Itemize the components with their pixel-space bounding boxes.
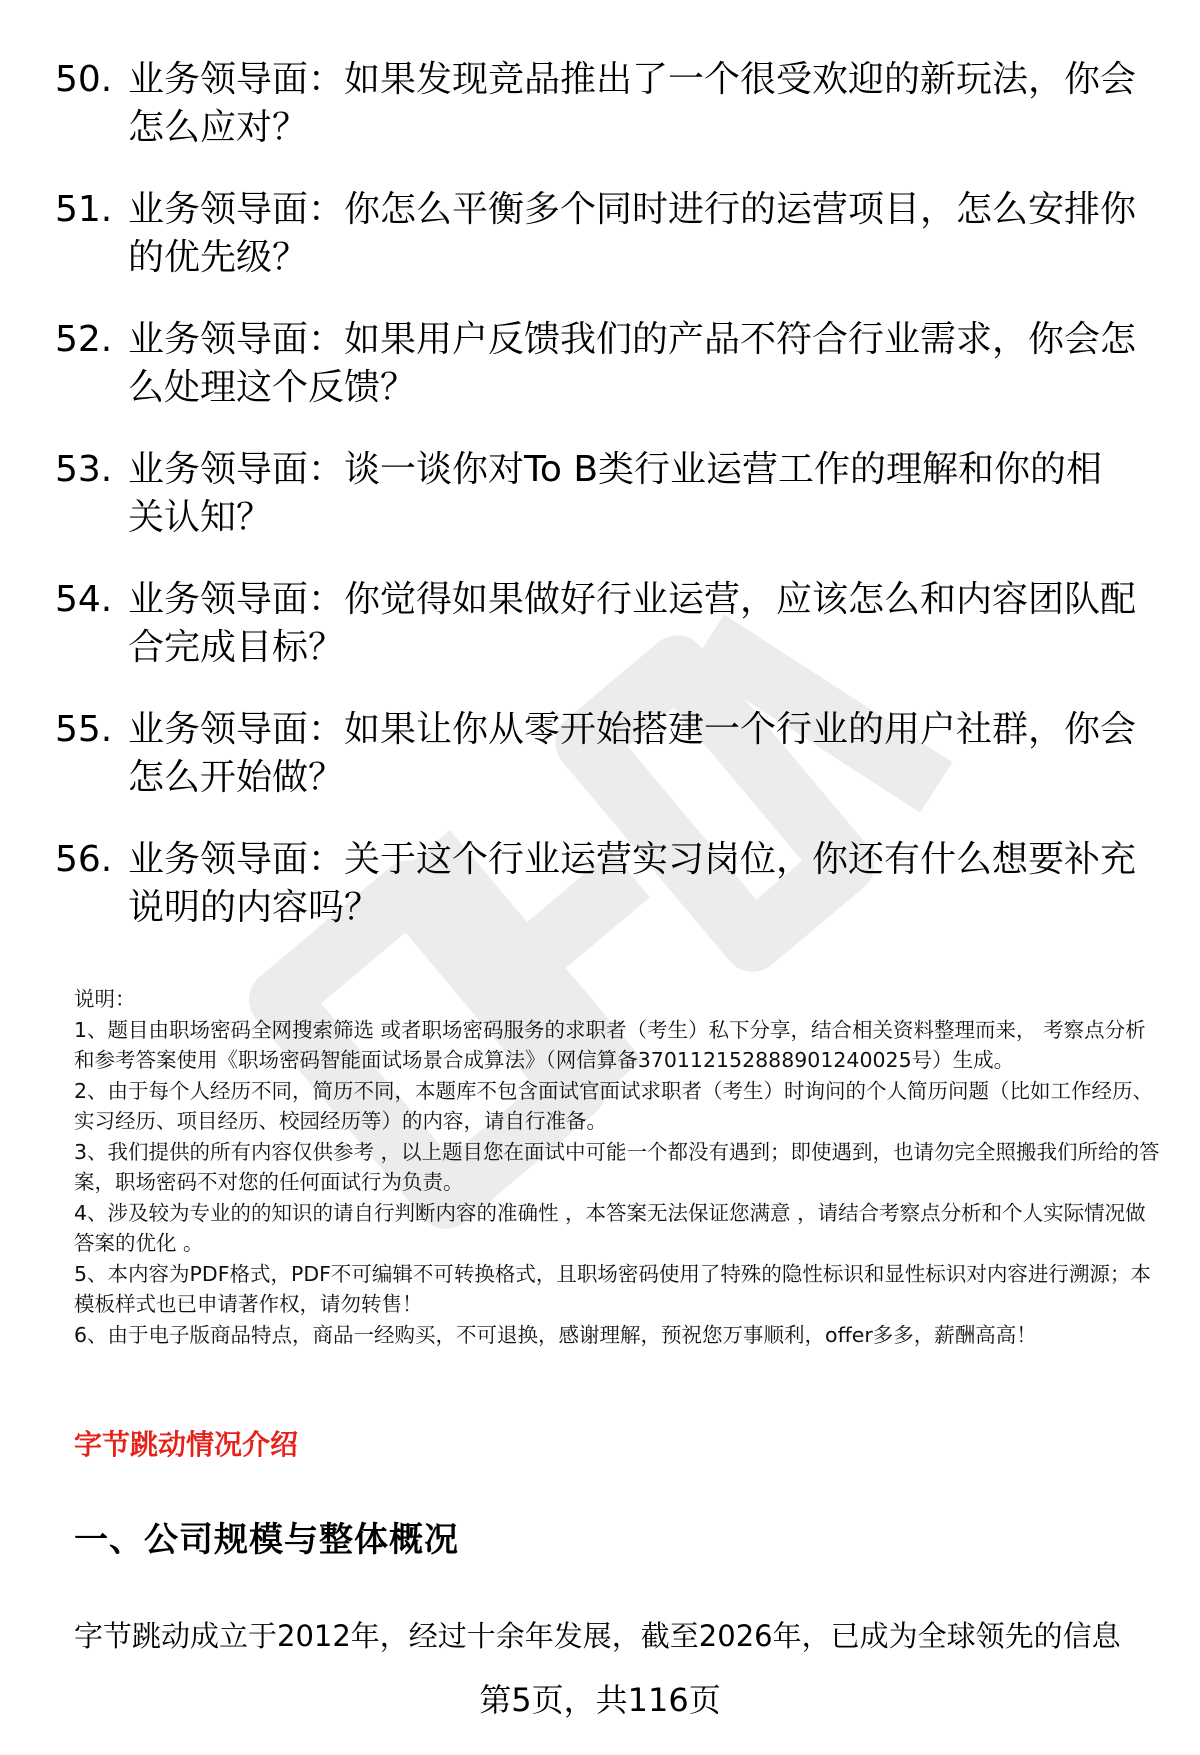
question-item [0, 316, 1200, 446]
question-text: 业务领导面：关于这个行业运营实习岗位，你还有什么想要补充说明的内容吗？ [128, 839, 1137, 928]
note-item: 1、题目由职场密码全网搜索筛选 或者职场密码服务的求职者（考生）私下分享，结合相关资料整理而来， 考察点分析和参考答案使用《职场密码智能面试场景合成算法》（网信算备370112152888901240025号）生成。 [74, 1017, 1146, 1072]
page-footer: 第5页，共116页 [479, 1681, 721, 1719]
question-item [0, 836, 1200, 966]
question-number: 55. [55, 709, 113, 750]
section-heading: 一、公司规模与整体概况 [74, 1520, 459, 1560]
question-item [0, 56, 1200, 186]
question-item [0, 706, 1200, 836]
note-item: 4、涉及较为专业的的知识的请自行判断内容的准确性 ，本答案无法保证您满意 ，请结合考察点分析和个人实际情况做答案的优化 。 [74, 1200, 1146, 1255]
question-item [0, 576, 1200, 706]
note-item: 3、我们提供的所有内容仅供参考 ，以上题目您在面试中可能一个都没有遇到；即使遇到，也请勿完全照搬我们所给的答案，职场密码不对您的任何面试行为负责。 [74, 1139, 1160, 1194]
question-number: 52. [55, 319, 113, 360]
note-item: 2、由于每个人经历不同，简历不同，本题库不包含面试官面试求职者（考生）时询问的个人简历问题（比如工作经历、实习经历、项目经历、校园经历等）的内容，请自行准备。 [74, 1078, 1154, 1133]
notes-title: 说明： [74, 987, 136, 1011]
question-number: 51. [55, 189, 113, 230]
question-item [0, 446, 1200, 576]
note-item: 6、由于电子版商品特点，商品一经购买，不可退换，感谢理解，预祝您万事顺利，offer多多，薪酬高高！ [74, 1322, 1037, 1347]
body-paragraph: 字节跳动成立于2012年，经过十余年发展，截至2026年，已成为全球领先的信息 [74, 1619, 1121, 1653]
question-number: 50. [55, 59, 113, 100]
question-item [0, 186, 1200, 316]
question-text: 业务领导面：如果用户反馈我们的产品不符合行业需求，你会怎么处理这个反馈？ [128, 319, 1137, 408]
disclaimer-notes [74, 984, 1164, 1350]
question-number: 56. [55, 839, 113, 880]
question-text: 业务领导面：如果让你从零开始搭建一个行业的用户社群，你会怎么开始做？ [128, 709, 1137, 798]
note-item: 5、本内容为PDF格式，PDF不可编辑不可转换格式，且职场密码使用了特殊的隐性标识和显性标识对内容进行溯源；本模板样式也已申请著作权，请勿转售！ [74, 1261, 1151, 1316]
question-list [0, 56, 1200, 966]
question-text: 业务领导面：你觉得如果做好行业运营，应该怎么和内容团队配合完成目标？ [128, 579, 1137, 668]
question-text: 业务领导面：你怎么平衡多个同时进行的运营项目，怎么安排你的优先级？ [128, 189, 1137, 278]
question-text: 业务领导面：如果发现竞品推出了一个很受欢迎的新玩法，你会怎么应对？ [128, 59, 1137, 148]
company-intro-title: 字节跳动情况介绍 [74, 1428, 299, 1461]
question-number: 54. [55, 579, 113, 620]
question-text: 业务领导面：谈一谈你对To B类行业运营工作的理解和你的相关认知？ [128, 449, 1103, 538]
question-number: 53. [55, 449, 113, 490]
